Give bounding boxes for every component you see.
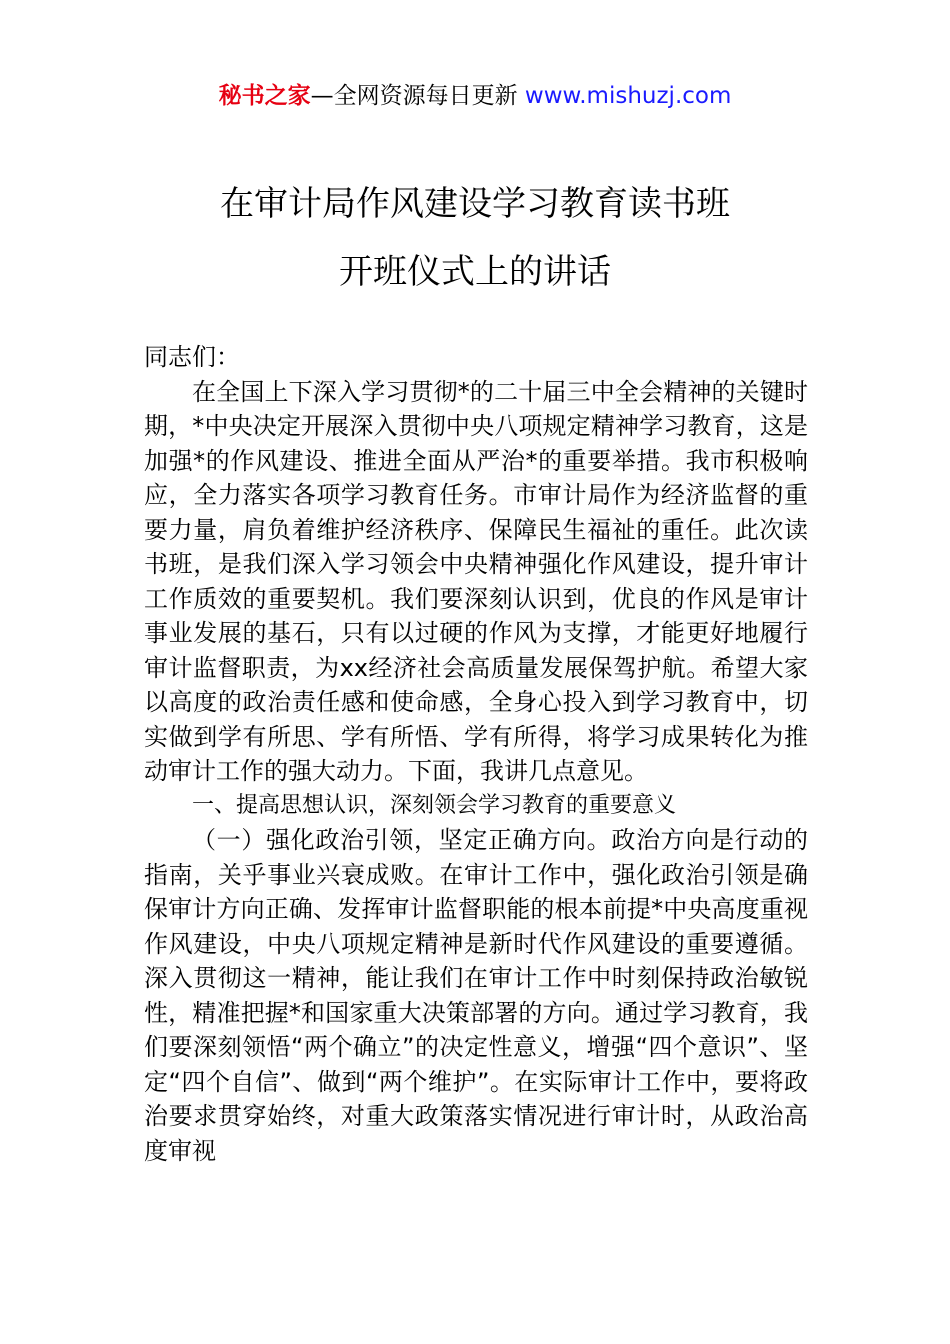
- paragraph-intro: 在全国上下深入学习贯彻*的二十届三中全会精神的关键时期，*中央决定开展深入贯彻中央八项规定精神学习教育，这是加强*的作风建设、推进全面从严治*的重要举措。我市积极响应，全力落实各项学习教育任务。市审计局作为经济监督的重要力量，肩负着维护经济秩序、保障民生福祉的重任。此次读书班，是我们深入学习领会中央精神强化作风建设，提升审计工作质效的重要契机。我们要深刻认识到，优良的作风是审计事业发展的基石，只有以过硬的作风为支撑，才能更好地履行审计监督职责，为xx经济社会高质量发展保驾护航。希望大家以高度的政治责任感和使命感，全身心投入到学习教育中，切实做到学有所思、学有所悟、学有所得，将学习成果转化为推动审计工作的强大动力。下面，我讲几点意见。: [144, 377, 808, 785]
- brand-name: 秘书之家: [218, 83, 311, 109]
- document-body: [144, 340, 808, 1168]
- site-header: [0, 80, 950, 112]
- header-tagline: —全网资源每日更新: [310, 83, 518, 109]
- site-url-link[interactable]: www.mishuzj.com: [524, 83, 732, 109]
- section-heading-1: 一、提高思想认识，深刻领会学习教育的重要意义: [192, 792, 677, 818]
- document-title-line-2: 开班仪式上的讲话: [339, 252, 611, 292]
- salutation: 同志们：: [144, 343, 240, 371]
- document-title-line-1: 在审计局作风建设学习教育读书班: [220, 184, 730, 224]
- paragraph-section-1-1: （一）强化政治引领，坚定正确方向。政治方向是行动的指南，关乎事业兴衰成败。在审计工作中，强化政治引领是确保审计方向正确、发挥审计监督职能的根本前提*中央高度重视作风建设，中央八项规定精神是新时代作风建设的重要遵循。深入贯彻这一精神，能让我们在审计工作中时刻保持政治敏锐性，精准把握*和国家重大决策部署的方向。通过学习教育，我们要深刻领悟“两个确立”的决定性意义，增强“四个意识”、坚定“四个自信”、做到“两个维护”。在实际审计工作中，要将政治要求贯穿始终，对重大政策落实情况进行审计时，从政治高度审视: [144, 826, 808, 1165]
